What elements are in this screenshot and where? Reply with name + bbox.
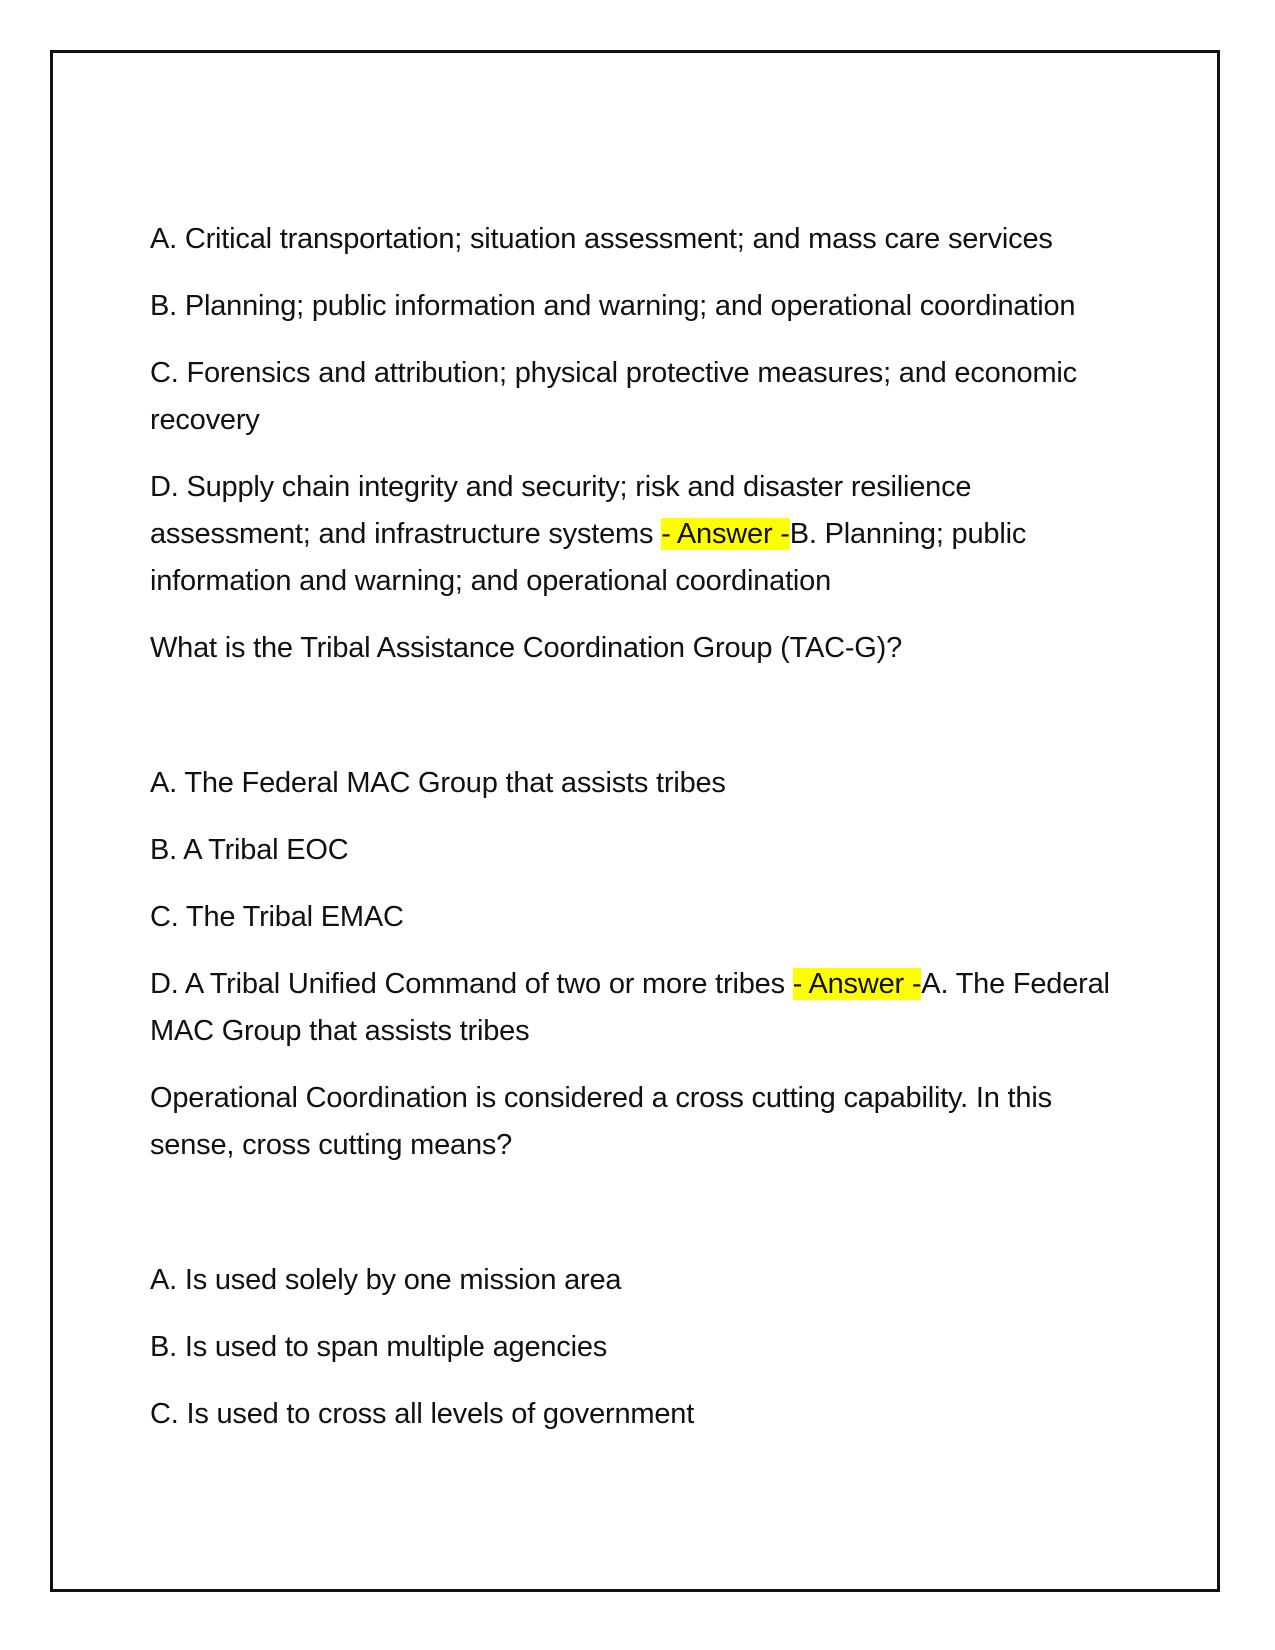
spacer bbox=[150, 692, 1130, 760]
spacer bbox=[150, 1189, 1130, 1257]
q2-answer: A. The Federal MAC Group that assists tribes bbox=[150, 968, 1110, 1047]
q3-question: Operational Coordination is considered a cross cutting capability. In this sense, cross cutting means? bbox=[150, 1082, 1052, 1161]
q3-option-c: C. Is used to cross all levels of government bbox=[150, 1398, 695, 1430]
q1-option-b: B. Planning; public information and warning; and operational coordination bbox=[150, 290, 1076, 322]
answer-marker: - Answer - bbox=[792, 968, 922, 1000]
q3-option-b: B. Is used to span multiple agencies bbox=[150, 1331, 608, 1363]
q3-option-a: A. Is used solely by one mission area bbox=[150, 1264, 622, 1296]
q2-option-a: A. The Federal MAC Group that assists tribes bbox=[150, 767, 726, 799]
q2-option-d: D. A Tribal Unified Command of two or more tribes bbox=[150, 968, 785, 1000]
q2-option-b: B. A Tribal EOC bbox=[150, 834, 349, 866]
answer-marker: - Answer - bbox=[661, 518, 790, 550]
q2-option-c: C. The Tribal EMAC bbox=[150, 901, 404, 933]
q1-option-a: A. Critical transportation; situation assessment; and mass care services bbox=[150, 223, 1053, 255]
q2-question: What is the Tribal Assistance Coordination Group (TAC-G)? bbox=[150, 632, 903, 664]
q2-option-d-with-answer bbox=[150, 961, 1130, 1055]
q1-answer: B. Planning; public information and warning; and operational coordination bbox=[150, 518, 1027, 597]
q1-option-c: C. Forensics and attribution; physical protective measures; and economic recovery bbox=[150, 357, 1077, 436]
q1-option-d: D. Supply chain integrity and security; risk and disaster resilience assessment; and infrastructure systems bbox=[150, 471, 972, 550]
document-body bbox=[150, 216, 1130, 1458]
q1-option-d-with-answer bbox=[150, 464, 1130, 605]
